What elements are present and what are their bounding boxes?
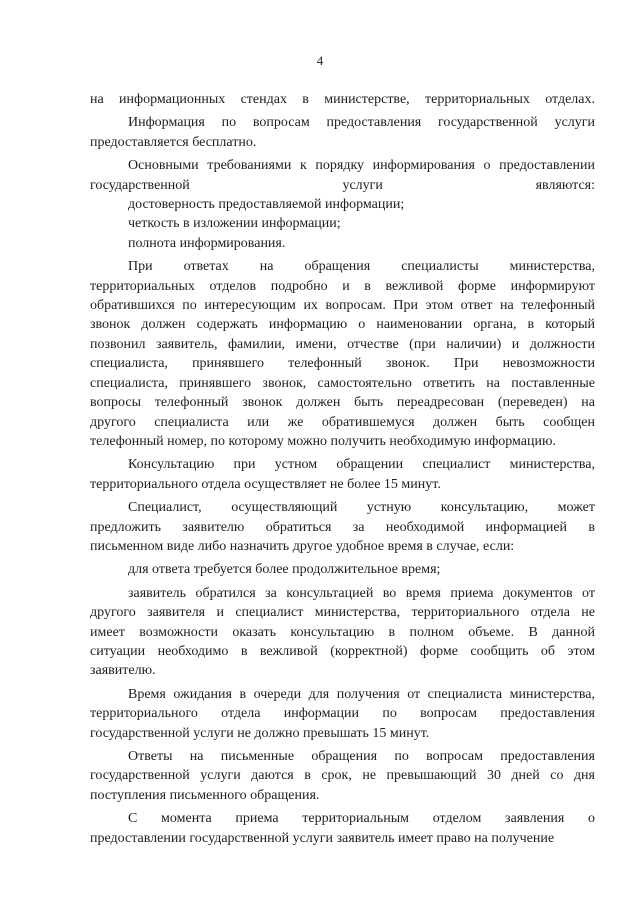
- paragraph: [90, 214, 595, 233]
- text-line: специалиста, принявшего звонок, самостоятельно ответить на поставленные: [90, 375, 595, 391]
- paragraph: [90, 747, 595, 805]
- text-line: телефонный номер, по которому можно получить необходимую информацию.: [90, 433, 556, 449]
- text-line: для ответа требуется более продолжительное время;: [128, 562, 441, 578]
- text-line: территориального отдела осуществляет не более 15 минут.: [90, 476, 441, 492]
- text-line: обратившихся по интересующим их вопросам. При этом ответ на телефонный: [90, 298, 595, 314]
- text-line: территориальных отделов подробно и в вежливой форме информируют: [90, 278, 595, 294]
- text-line: поступления письменного обращения.: [90, 787, 320, 803]
- text-line: государственной услуги даются в срок, не превышающий 30 дней со дня: [90, 768, 595, 784]
- text-line: С момента приема территориальным отделом заявления о: [128, 811, 595, 827]
- text-line: предоставлении государственной услуги заявитель имеет право на получение: [90, 830, 555, 846]
- text-line: предложить заявителю обратиться за необходимой информацией в: [90, 519, 595, 535]
- text-line: вопросы телефонный звонок должен быть переадресован (переведен) на: [90, 395, 595, 411]
- text-line: Время ожидания в очереди для получения от специалиста министерства,: [128, 686, 595, 702]
- text-line: специалиста, принявшего телефонный звонок. При невозможности: [90, 356, 595, 372]
- text-line: достоверность предоставляемой информации;: [128, 197, 405, 213]
- text-line: имеет возможности оказать консультацию в полном объеме. В данной: [90, 624, 595, 640]
- paragraph: [90, 685, 595, 743]
- text-line: письменном виде либо назначить другое удобное время в случае, если:: [90, 538, 515, 554]
- text-line: государственной услуги не должно превышать 15 минут.: [90, 725, 430, 741]
- text-line: Информация по вопросам предоставления государственной услуги: [128, 115, 595, 131]
- paragraph: [90, 113, 595, 152]
- paragraph: [90, 809, 595, 848]
- page-number: 4: [316, 53, 324, 68]
- paragraph: [90, 257, 595, 451]
- text-line: При ответах на обращения специалисты министерства,: [128, 259, 595, 275]
- paragraph: [90, 498, 595, 556]
- text-line: позвонил заявитель, фамилии, имени, отчестве (при наличии) и должности: [90, 336, 595, 352]
- text-line: другого специалиста или же обратившемуся должен быть сообщен: [90, 414, 595, 430]
- text-line: территориального отдела информации по вопросам предоставления: [90, 706, 595, 722]
- document-body: [90, 90, 595, 848]
- text-line: государственной услуги являются:: [90, 177, 595, 193]
- text-line: Основными требованиями к порядку информирования о предоставлении: [128, 158, 595, 174]
- text-line: предоставляется бесплатно.: [90, 134, 257, 150]
- paragraph: [90, 195, 595, 214]
- text-line: ситуации необходимо в вежливой (корректной) форме сообщить об этом: [90, 643, 595, 659]
- paragraph: [90, 455, 595, 494]
- text-line: на информационных стендах в министерстве, территориальных отделах.: [90, 92, 595, 107]
- paragraph: [90, 156, 595, 195]
- text-line: заявитель обратился за консультацией во время приема документов от: [128, 585, 595, 601]
- text-line: звонок должен содержать информацию о наименовании органа, в который: [90, 317, 595, 333]
- text-line: Консультацию при устном обращении специалист министерства,: [128, 457, 595, 473]
- text-line: полнота информирования.: [128, 235, 286, 251]
- text-line: Специалист, осуществляющий устную консультацию, может: [128, 500, 595, 516]
- paragraph: [90, 584, 595, 681]
- paragraph: [90, 90, 595, 109]
- text-line: другого заявителя и специалист министерства, территориального отдела не: [90, 605, 595, 621]
- text-line: четкость в изложении информации;: [128, 216, 341, 232]
- text-line: Ответы на письменные обращения по вопросам предоставления: [128, 749, 595, 764]
- text-line: заявителю.: [90, 663, 156, 679]
- paragraph: [90, 234, 595, 253]
- paragraph: [90, 560, 595, 579]
